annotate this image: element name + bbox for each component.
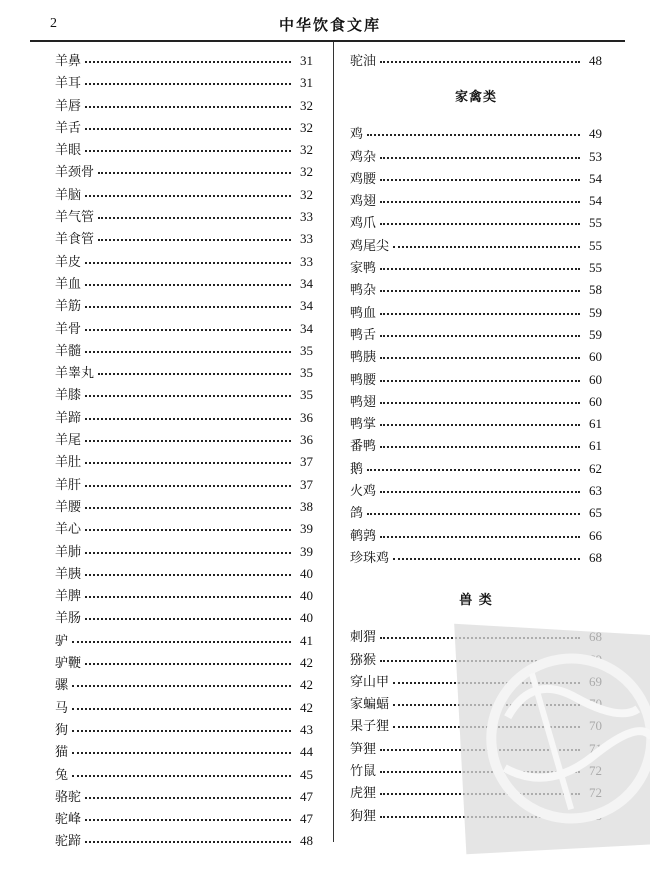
toc-entry-page: 35 [300,342,313,358]
toc-entry-page: 32 [300,164,313,180]
toc-entry-name: 珍珠鸡 [350,550,390,566]
toc-entry [350,391,602,413]
toc-entry-page: 34 [300,298,313,314]
toc-entry [55,518,313,540]
dot-leader [367,124,580,136]
toc-entry-page: 47 [300,788,313,804]
toc-entry-name: 羊膝 [55,388,82,404]
toc-entry-page: 40 [300,610,313,626]
toc-entry [350,547,602,569]
toc-entry [350,369,602,391]
toc-entry [55,184,313,206]
toc-entry [55,563,313,585]
toc-entry [350,525,602,547]
toc-entry [55,674,313,696]
toc-entry [350,146,602,168]
toc-entry [350,190,602,212]
toc-entry-name: 羊骨 [55,321,82,337]
toc-entry [55,318,313,340]
toc-entry-name: 火鸡 [350,484,377,500]
toc-entry-name: 家鸭 [350,261,377,277]
toc-entry-page: 42 [300,677,313,693]
toc-entry-page: 37 [300,476,313,492]
toc-entry-page: 41 [300,632,313,648]
dot-leader [380,347,580,359]
toc-entry-page: 63 [589,483,602,499]
toc-entry-page: 33 [300,253,313,269]
dot-leader [85,564,291,576]
toc-entry [55,117,313,139]
toc-entry-name: 驼蹄 [55,834,82,850]
toc-entry [55,830,313,852]
toc-entry [350,324,602,346]
toc-entry-name: 羊脾 [55,589,82,605]
toc-entry-page: 61 [589,438,602,454]
dot-leader [393,548,580,560]
toc-entry-page: 47 [300,811,313,827]
toc-entry-page: 65 [589,505,602,521]
dot-leader [380,169,580,181]
dot-leader [85,185,291,197]
toc-entry-name: 羊肚 [55,455,82,471]
dot-leader [72,631,291,643]
toc-entry [350,302,602,324]
dot-leader [380,414,580,426]
dot-leader [85,430,291,442]
toc-entry-page: 62 [589,460,602,476]
dot-leader [380,213,580,225]
toc-entry-name: 羊蹄 [55,410,82,426]
toc-entry-name: 鹅 [350,461,364,477]
toc-entry [55,496,313,518]
toc-entry-name: 羊腰 [55,499,82,515]
dot-leader [85,140,291,152]
toc-entry [55,652,313,674]
toc-entry [55,451,313,473]
toc-entry-name: 鸭舌 [350,327,377,343]
toc-entry-page: 58 [589,282,602,298]
toc-entry-page: 42 [300,655,313,671]
dot-leader [380,481,580,493]
dot-leader [380,258,580,270]
dot-leader [72,675,291,687]
dot-leader [85,51,291,63]
toc-entry-page: 48 [589,53,602,68]
dot-leader [85,385,291,397]
dot-leader [380,325,580,337]
toc-entry [55,741,313,763]
section-title-poultry: 家禽类 [454,90,497,106]
toc-entry [55,228,313,250]
toc-entry-page: 54 [589,170,602,186]
toc-entry-page: 35 [300,365,313,381]
toc-entry-name: 骡 [55,678,69,694]
dot-leader [85,274,291,286]
toc-entry-name: 虎狸 [350,786,377,802]
dot-leader [85,831,291,843]
toc-entry [55,697,313,719]
toc-entry [55,630,313,652]
dot-leader [380,303,580,315]
toc-entry-name: 羊肠 [55,611,82,627]
toc-entry-page: 60 [589,393,602,409]
dot-leader [380,147,580,159]
page-header [30,8,630,40]
dot-leader [367,459,580,471]
toc-entry [350,480,602,502]
toc-entry-name: 鸭杂 [350,283,377,299]
toc-entry-page: 31 [300,53,313,68]
dot-leader [380,436,580,448]
dot-leader [85,408,291,420]
toc-entry [55,407,313,429]
toc-entry [55,362,313,384]
toc-entry [55,429,313,451]
column-divider [333,42,334,842]
toc-entry-name: 鹌鹑 [350,528,377,544]
toc-entry-page: 32 [300,97,313,113]
toc-entry [55,139,313,161]
toc-entry-name: 刺猬 [350,630,377,646]
toc-entry-name: 羊尾 [55,433,82,449]
toc-entry [350,123,602,145]
toc-entry-page: 61 [589,416,602,432]
toc-entry-name: 羊皮 [55,254,82,270]
toc-entry-name: 番鸭 [350,439,377,455]
toc-entry [350,168,602,190]
toc-entry-page: 55 [589,260,602,276]
toc-entry-page: 53 [589,148,602,164]
toc-entry [350,212,602,234]
toc-entry-name: 羊胰 [55,566,82,582]
toc-entry-page: 49 [589,126,602,142]
toc-entry-page: 40 [300,588,313,604]
toc-entry-name: 鸭掌 [350,417,377,433]
toc-entry [350,435,602,457]
toc-entry-name: 羊筋 [55,299,82,315]
toc-entry-page: 39 [300,521,313,537]
toc-entry-name: 马 [55,700,69,716]
dot-leader [85,118,291,130]
dot-leader [72,765,291,777]
dot-leader [85,519,291,531]
toc-entry [55,808,313,830]
toc-entry-name: 鸡爪 [350,216,377,232]
toc-entry-page: 43 [300,721,313,737]
toc-entry-page: 33 [300,209,313,225]
toc-entry-name: 鸡杂 [350,149,377,165]
toc-entry-name: 羊肺 [55,544,82,560]
toc-entry-name: 羊肝 [55,477,82,493]
toc-entry-name: 竹鼠 [350,764,377,780]
toc-entry-page: 36 [300,409,313,425]
toc-entry-name: 驼油 [350,54,377,69]
toc-entry-page: 32 [300,186,313,202]
dot-leader [85,73,291,85]
dot-leader [380,51,580,63]
toc-entry-name: 羊唇 [55,98,82,114]
dot-leader [72,720,291,732]
toc-entry-page: 42 [300,699,313,715]
library-stamp-watermark [412,573,650,886]
dot-leader [98,207,291,219]
toc-entry-page: 44 [300,744,313,760]
header-rule [30,40,625,42]
toc-entry-page: 59 [589,304,602,320]
dot-leader [85,586,291,598]
toc-entry [55,585,313,607]
toc-entry-name: 鸽 [350,506,364,522]
toc-entry-page: 55 [589,215,602,231]
toc-entry [55,607,313,629]
toc-entry-name: 驴鞭 [55,656,82,672]
toc-entry [55,541,313,563]
toc-entry-name: 羊血 [55,276,82,292]
toc-entry [55,95,313,117]
toc-entry-name: 鸡 [350,127,364,143]
toc-entry-page: 32 [300,142,313,158]
toc-entry [55,340,313,362]
toc-entry-name: 羊髓 [55,343,82,359]
dot-leader [85,475,291,487]
toc-entry-name: 鸭血 [350,305,377,321]
toc-entry [55,384,313,406]
toc-entry-page: 55 [589,237,602,253]
toc-entry-page: 54 [589,193,602,209]
toc-entry-name: 猫 [55,745,69,761]
toc-entry-page: 36 [300,432,313,448]
toc-entry-name: 猕猴 [350,652,377,668]
dot-leader [393,236,580,248]
toc-entry [350,346,602,368]
toc-entry-page: 39 [300,543,313,559]
dot-leader [85,252,291,264]
dot-leader [85,497,291,509]
toc-entry-name: 兔 [55,767,69,783]
dot-leader [85,341,291,353]
toc-entry [55,764,313,786]
toc-entry [350,458,602,480]
toc-entry [55,295,313,317]
toc-entry-name: 羊鼻 [55,54,82,69]
toc-entry-page: 32 [300,119,313,135]
dot-leader [380,526,580,538]
dot-leader [85,319,291,331]
toc-entry [55,273,313,295]
dot-leader [85,653,291,665]
toc-entry [55,206,313,228]
toc-entry-name: 羊颈骨 [55,165,95,181]
dot-leader [380,392,580,404]
page-number: 2 [50,16,57,31]
toc-entry-name: 羊舌 [55,120,82,136]
toc-entry-page: 60 [589,371,602,387]
toc-entry [55,161,313,183]
toc-entry [55,251,313,273]
toc-entry-name: 羊心 [55,522,82,538]
toc-entry [350,257,602,279]
toc-entry [350,413,602,435]
toc-entry-name: 骆驼 [55,789,82,805]
toc-entry-name: 驼峰 [55,812,82,828]
dot-leader [85,809,291,821]
toc-entry [350,502,602,524]
toc-entry [55,50,313,72]
dot-leader [85,96,291,108]
toc-entry-name: 鸡腰 [350,171,377,187]
dot-leader [98,229,291,241]
toc-entry [55,786,313,808]
toc-entry-name: 羊气管 [55,210,95,226]
toc-entry-name: 鸭翅 [350,394,377,410]
toc-entry-page: 34 [300,275,313,291]
toc-entry-page: 48 [300,833,313,849]
dot-leader [72,742,291,754]
dot-leader [380,370,580,382]
dot-leader [72,698,291,710]
dot-leader [85,452,291,464]
toc-entry-name: 狗 [55,722,69,738]
dot-leader [85,296,291,308]
toc-entry-name: 羊耳 [55,76,82,92]
dot-leader [380,280,580,292]
toc-entry-page: 34 [300,320,313,336]
toc-entry [350,279,602,301]
toc-entry-name: 果子狸 [350,719,390,735]
toc-entry [55,719,313,741]
toc-entry-name: 驴 [55,633,69,649]
toc-entry-page: 38 [300,498,313,514]
dot-leader [85,787,291,799]
poultry-list [350,123,602,569]
toc-entry-name: 笋狸 [350,741,377,757]
toc-entry [350,235,602,257]
toc-entry-name: 羊食管 [55,232,95,248]
toc-entry-page: 59 [589,326,602,342]
toc-entry-name: 鸡翅 [350,194,377,210]
toc-entry-page: 68 [589,549,602,565]
toc-entry-page: 35 [300,387,313,403]
toc-entry-name: 羊睾丸 [55,366,95,382]
dot-leader [85,608,291,620]
toc-entry-page: 33 [300,231,313,247]
toc-entry-page: 66 [589,527,602,543]
toc-entry-name: 羊眼 [55,143,82,159]
toc-entry [350,50,602,72]
toc-entry-name: 鸭腰 [350,372,377,388]
dot-leader [367,503,580,515]
dot-leader [98,162,291,174]
dot-leader [380,191,580,203]
toc-entry-name: 狗狸 [350,808,377,824]
toc-entry-page: 31 [300,75,313,91]
toc-entry-page: 45 [300,766,313,782]
toc-entry-name: 鸡尾尖 [350,238,390,254]
toc-entry [55,72,313,94]
toc-entry-page: 60 [589,349,602,365]
toc-entry-page: 40 [300,565,313,581]
left-column [55,50,313,853]
toc-entry-name: 鸭胰 [350,350,377,366]
toc-entry-name: 羊脑 [55,187,82,203]
section-title-beasts: 兽 类 [459,593,493,609]
toc-entry-name: 家蝙蝠 [350,697,390,713]
toc-entry-name: 穿山甲 [350,674,390,690]
toc-entry-page: 37 [300,454,313,470]
dot-leader [85,542,291,554]
book-title: 中华饮食文库 [278,16,381,34]
dot-leader [98,363,291,375]
toc-entry [55,474,313,496]
